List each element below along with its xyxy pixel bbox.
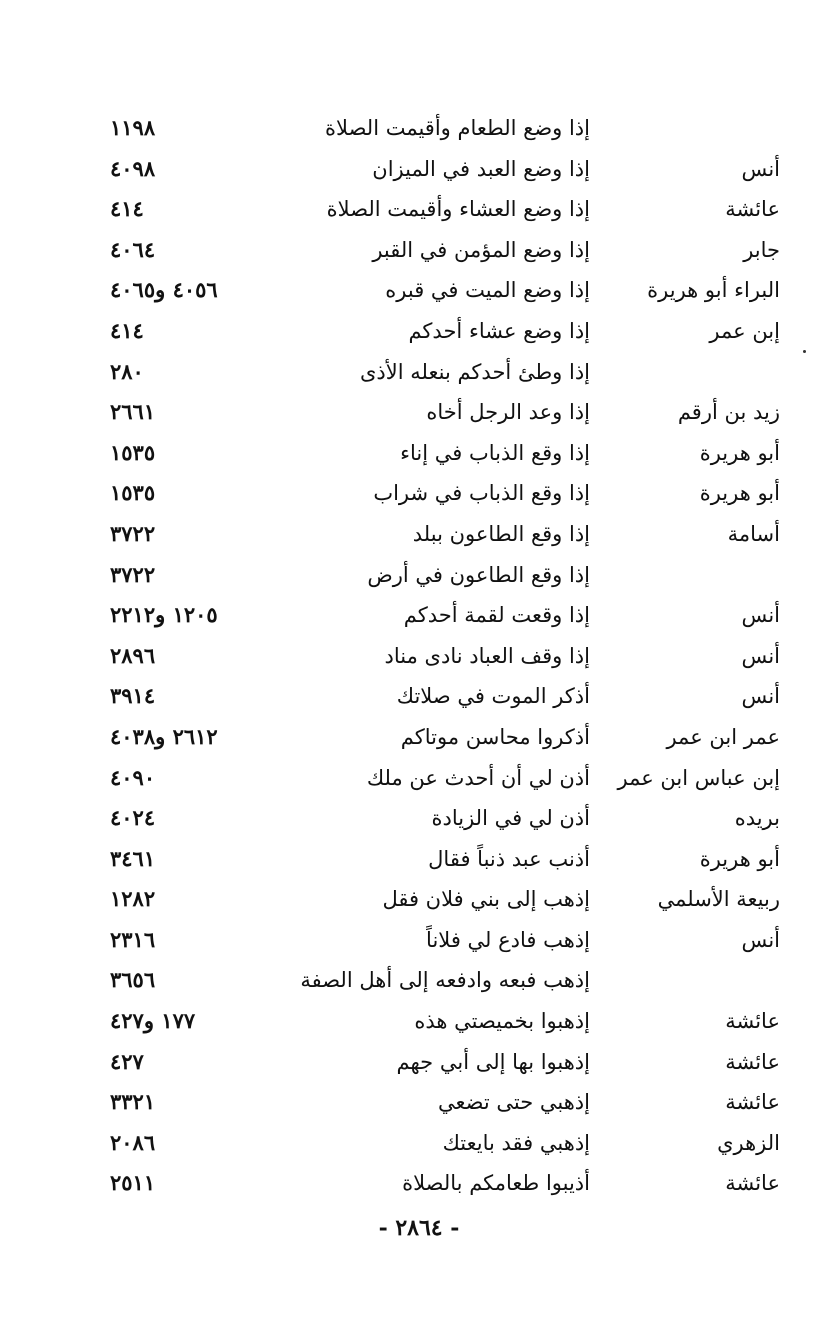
reference-text: ٣٧٢٢ [110, 520, 156, 546]
narrator-name: عائشة [725, 1090, 780, 1115]
reference-text: ٤٠٩٠ [110, 764, 156, 790]
index-row [110, 311, 780, 352]
hadith-reference-numbers [110, 758, 260, 799]
hadith-opening: إذا وطئ أحدكم بنعله الأذى [359, 359, 590, 384]
hadith-opening: أذنب عبد ذنباً فقال [428, 846, 590, 871]
stray-mark [803, 350, 806, 353]
hadith-reference-numbers [110, 514, 260, 555]
index-row [110, 433, 780, 474]
hadith-reference-numbers [110, 1123, 260, 1164]
index-row [110, 1123, 780, 1164]
reference-text: ٣٧٢٢ [110, 561, 156, 587]
hadith-opening: إذا وقع الذباب في شراب [373, 481, 590, 506]
hadith-reference-numbers [110, 717, 260, 758]
index-row [110, 555, 780, 596]
index-row [110, 839, 780, 880]
hadith-opening: أذن لي أن أحدث عن ملك [366, 765, 590, 790]
index-row [110, 230, 780, 271]
hadith-reference-numbers [110, 879, 260, 920]
hadith-reference-numbers [110, 311, 260, 352]
reference-text: ٤٠٢٤ [110, 805, 156, 831]
reference-text: ٤٠٥٦ و٤٠٦٥ [110, 277, 218, 303]
narrator-name: أبو هريرة [699, 440, 780, 465]
index-row [110, 149, 780, 190]
hadith-reference-numbers [110, 636, 260, 677]
hadith-opening: إذا وضع العشاء وأقيمت الصلاة [326, 197, 590, 222]
hadith-opening: إذا وقعت لقمة أحدكم [403, 603, 590, 628]
hadith-opening: أذكر الموت في صلاتك [396, 684, 590, 709]
narrator-name: أبو هريرة [699, 846, 780, 871]
narrator-name: البراء أبو هريرة [647, 278, 780, 303]
hadith-opening: إذا وضع الميت في قبره [385, 278, 590, 303]
reference-text: ٢٦١٢ و٤٠٣٨ [110, 723, 218, 749]
hadith-reference-numbers [110, 595, 260, 636]
narrator-name: عائشة [725, 197, 780, 222]
hadith-opening: إذهبوا بخميصتي هذه [414, 1009, 590, 1034]
hadith-reference-numbers [110, 798, 260, 839]
reference-text: ٤٢٧ [110, 1048, 144, 1074]
index-row [110, 960, 780, 1001]
hadith-reference-numbers [110, 392, 260, 433]
reference-text: ٢٨٠ [110, 358, 144, 384]
index-row [110, 920, 780, 961]
narrator-name: أنس [741, 156, 780, 181]
page-number: - ٢٨٦٤ - [378, 1215, 460, 1241]
hadith-opening: إذا وضع العبد في الميزان [372, 156, 590, 181]
hadith-opening: إذهب فبعه وادفعه إلى أهل الصفة [300, 968, 590, 993]
hadith-reference-numbers [110, 676, 260, 717]
index-row [110, 189, 780, 230]
hadith-opening: إذهبوا بها إلى أبي جهم [396, 1049, 590, 1074]
reference-text: ١٢٨٢ [110, 886, 156, 912]
index-row [110, 1042, 780, 1083]
hadith-opening: إذهب فادع لي فلاناً [426, 927, 590, 952]
hadith-reference-numbers [110, 149, 260, 190]
hadith-reference-numbers [110, 555, 260, 596]
hadith-opening: إذهبي حتى تضعي [438, 1090, 590, 1115]
hadith-reference-numbers [110, 1082, 260, 1123]
hadith-opening: إذا وعد الرجل أخاه [426, 400, 590, 425]
reference-text: ٤١٤ [110, 317, 144, 343]
narrator-name: أنس [741, 927, 780, 952]
index-row [110, 717, 780, 758]
hadith-reference-numbers [110, 433, 260, 474]
narrator-name: جابر [743, 237, 780, 262]
index-row [110, 879, 780, 920]
index-row [110, 636, 780, 677]
hadith-opening: إذا وضع عشاء أحدكم [408, 318, 590, 343]
reference-text: ٢٨٩٦ [110, 642, 156, 668]
reference-text: ٣٣٢١ [110, 1089, 156, 1115]
hadith-reference-numbers [110, 352, 260, 393]
index-row [110, 758, 780, 799]
reference-text: ١٢٠٥ و٢٢١٢ [110, 602, 218, 628]
index-row [110, 595, 780, 636]
hadith-opening: أذكروا محاسن موتاكم [400, 724, 590, 749]
hadith-opening: إذهب إلى بني فلان فقل [382, 887, 590, 912]
narrator-name: إبن عباس ابن عمر [617, 765, 780, 790]
hadith-reference-numbers [110, 473, 260, 514]
reference-text: ٢٥١١ [110, 1170, 156, 1196]
hadith-opening: إذا وقف العباد نادى مناد [384, 643, 590, 668]
narrator-name: عائشة [725, 1049, 780, 1074]
reference-text: ٤٠٦٤ [110, 236, 156, 262]
narrator-name: الزهري [717, 1130, 780, 1155]
reference-text: ١٥٣٥ [110, 480, 156, 506]
reference-text: ٣٤٦١ [110, 845, 156, 871]
narrator-name: إبن عمر [709, 318, 780, 343]
hadith-reference-numbers [110, 920, 260, 961]
index-row [110, 392, 780, 433]
reference-text: ٣٩١٤ [110, 683, 156, 709]
hadith-opening: إذا وقع الذباب في إناء [400, 440, 590, 465]
index-row [110, 108, 780, 149]
hadith-opening: إذا وقع الطاعون في أرض [367, 562, 590, 587]
reference-text: ٢٦٦١ [110, 399, 156, 425]
index-row [110, 798, 780, 839]
hadith-opening: إذا وضع الطعام وأقيمت الصلاة [325, 116, 590, 140]
hadith-reference-numbers [110, 839, 260, 880]
reference-text: ١٥٣٥ [110, 439, 156, 465]
narrator-name: أنس [741, 603, 780, 628]
hadith-opening: إذا وضع المؤمن في القبر [372, 237, 590, 262]
hadith-reference-numbers [110, 108, 260, 149]
narrator-name: أبو هريرة [699, 481, 780, 506]
hadith-reference-numbers [110, 960, 260, 1001]
hadith-reference-numbers [110, 189, 260, 230]
narrator-name: عائشة [725, 1009, 780, 1034]
narrator-name: عائشة [725, 1171, 780, 1196]
hadith-opening: أذن لي في الزيادة [431, 806, 590, 831]
narrator-name: أنس [741, 643, 780, 668]
reference-text: ٤٠٩٨ [110, 155, 156, 181]
hadith-reference-numbers [110, 230, 260, 271]
index-row [110, 514, 780, 555]
index-row [110, 270, 780, 311]
hadith-reference-numbers [110, 1163, 260, 1204]
index-row [110, 1001, 780, 1042]
narrator-name: أنس [741, 684, 780, 709]
hadith-opening: أذيبوا طعامكم بالصلاة [402, 1171, 590, 1196]
index-row [110, 352, 780, 393]
index-row [110, 676, 780, 717]
hadith-reference-numbers [110, 270, 260, 311]
reference-text: ٤١٤ [110, 196, 144, 222]
narrator-name: بريده [734, 806, 780, 831]
reference-text: ٣٦٥٦ [110, 967, 156, 993]
narrator-name: ربيعة الأسلمي [657, 887, 780, 912]
index-row [110, 1163, 780, 1204]
index-row [110, 473, 780, 514]
hadith-reference-numbers [110, 1001, 260, 1042]
narrator-name: زيد بن أرقم [677, 400, 780, 425]
reference-text: ٢٣١٦ [110, 926, 156, 952]
reference-text: ١١٩٨ [110, 115, 156, 140]
hadith-opening: إذا وقع الطاعون ببلد [412, 521, 590, 546]
narrator-name: أسامة [727, 521, 780, 546]
narrator-name: عمر ابن عمر [666, 724, 780, 749]
index-row [110, 1082, 780, 1123]
hadith-opening: إذهبي فقد بايعتك [442, 1130, 590, 1155]
hadith-reference-numbers [110, 1042, 260, 1083]
reference-text: ١٧٧ و٤٢٧ [110, 1008, 196, 1034]
hadith-index-table [110, 108, 780, 1204]
reference-text: ٢٠٨٦ [110, 1129, 156, 1155]
